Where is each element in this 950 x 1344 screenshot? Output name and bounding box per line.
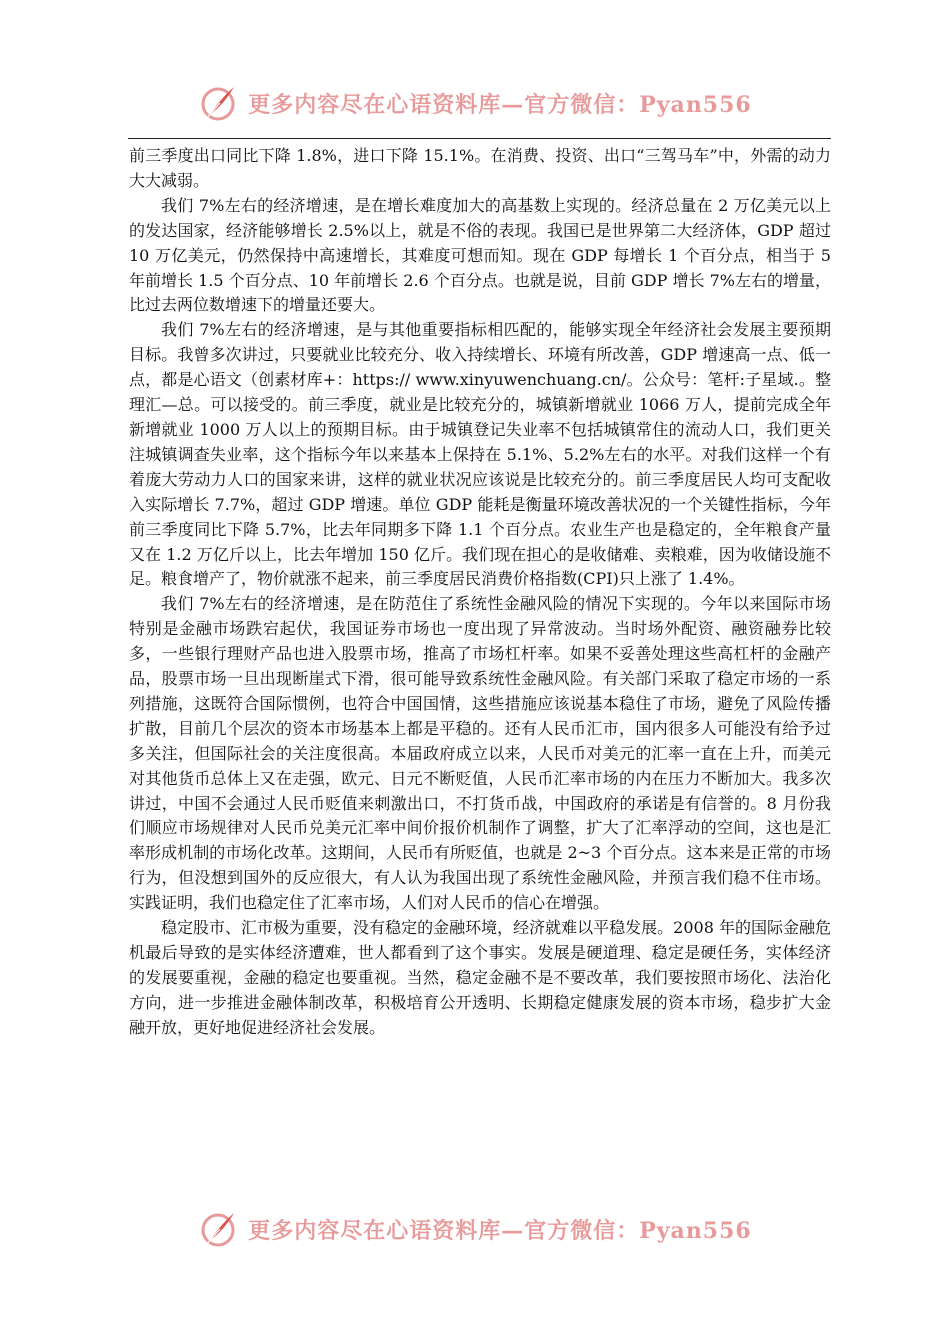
document-body <box>129 144 831 1041</box>
paragraph-1: 前三季度出口同比下降 1.8%，进口下降 15.1%。在消费、投资、出口“三驾马车”中，外需的动力大大减弱。 <box>129 146 831 190</box>
header-rule <box>128 138 831 139</box>
paragraph-5: 稳定股市、汇市极为重要，没有稳定的金融环境，经济就难以平稳发展。2008 年的国际金融危机最后导致的是实体经济遭难，世人都看到了这个事实。发展是硬道理、稳定是硬任务，实体经济的发展要重视，金融的稳定也要重视。当然，稳定金融不是不要改革，我们要按照市场化、法治化方向，进一步推进金融体制改革，积极培育公开透明、长期稳定健康发展的资本市场，稳步扩大金融开放，更好地促进经济社会发展。 <box>129 918 831 1037</box>
feather-quill-logo-icon <box>198 1209 238 1249</box>
paragraph-2: 我们 7%左右的经济增速，是在增长难度加大的高基数上实现的。经济总量在 2 万亿美元以上的发达国家，经济能够增长 2.5%以上，就是不俗的表现。我国已是世界第二大经济体，GDP 超过 10 万亿美元，仍然保持中高速增长，其难度可想而知。现在 GDP 每增长 1 个百分点，相当于 5 年前增长 1.5 个百分点、10 年前增长 2.6 个百分点。也就是说，目前 GDP 增长 7%左右的增量，比过去两位数增速下的增量还要大。 <box>129 195 831 315</box>
footer-banner-text: 更多内容尽在心语资料库—官方微信：Pyan556 <box>248 1217 752 1244</box>
header-banner[interactable] <box>0 80 950 126</box>
header-banner-text: 更多内容尽在心语资料库—官方微信：Pyan556 <box>248 91 752 118</box>
paragraph-4: 我们 7%左右的经济增速，是在防范住了系统性金融风险的情况下实现的。今年以来国际市场特别是金融市场跌宕起伏，我国证券市场也一度出现了异常波动。当时场外配资、融资融券比较多，一些银行理财产品也进入股票市场，推高了市场杠杆率。如果不妥善处理这些高杠杆的金融产品，股票市场一旦出现断崖式下滑，很可能导致系统性金融风险。有关部门采取了稳定市场的一系列措施，这既符合国际惯例，也符合中国国情，这些措施应该说基本稳住了市场，避免了风险传播扩散，目前几个层次的资本市场基本上都是平稳的。还有人民币汇市，国内很多人可能没有给予过多关注，但国际社会的关注度很高。本届政府成立以来，人民币对美元的汇率一直在上升，而美元对其他货币总体上又在走强，欧元、日元不断贬值，人民币汇率市场的内在压力不断加大。我多次讲过，中国不会通过人民币贬值来刺激出口，不打货币战，中国政府的承诺是有信誉的。8 月份我们顺应市场规律对人民币兑美元汇率中间价报价机制作了调整，扩大了汇率浮动的空间，这也是汇率形成机制的市场化改革。这期间，人民币有所贬值，也就是 2~3 个百分点。这本来是正常的市场行为，但没想到国外的反应很大，有人认为我国出现了系统性金融风险，并预言我们稳不住市场。实践证明，我们也稳定住了汇率市场，人们对人民币的信心在增强。 <box>129 594 831 913</box>
footer-banner[interactable] <box>0 1206 950 1252</box>
paragraph-3: 我们 7%左右的经济增速，是与其他重要指标相匹配的，能够实现全年经济社会发展主要预期目标。我曾多次讲过，只要就业比较充分、收入持续增长、环境有所改善，GDP 增速高一点、低一点，都是心语文（创素材库+：https:// www.xinyuwenchuang.cn/。公众号：笔杆:子星域.。整理汇—总。可以接受的。前三季度，就业是比较充分的，城镇新增就业 1066 万人，提前完成全年新增就业 1000 万人以上的预期目标。由于城镇登记失业率不包括城镇常住的流动人口，我们更关注城镇调查失业率，这个指标今年以来基本上保持在 5.1%、5.2%左右的水平。对我们这样一个有着庞大劳动力人口的国家来讲，这样的就业状况应该说是比较充分的。前三季度居民人均可支配收入实际增长 7.7%，超过 GDP 增速。单位 GDP 能耗是衡量环境改善状况的一个关键性指标，今年前三季度同比下降 5.7%，比去年同期多下降 1.1 个百分点。农业生产也是稳定的，全年粮食产量又在 1.2 万亿斤以上，比去年增加 150 亿斤。我们现在担心的是收储难、卖粮难，因为收储设施不足。粮食增产了，物价就涨不起来，前三季度居民消费价格指数(CPI)只上涨了 1.4%。 <box>129 320 831 589</box>
feather-quill-logo-icon <box>198 83 238 123</box>
